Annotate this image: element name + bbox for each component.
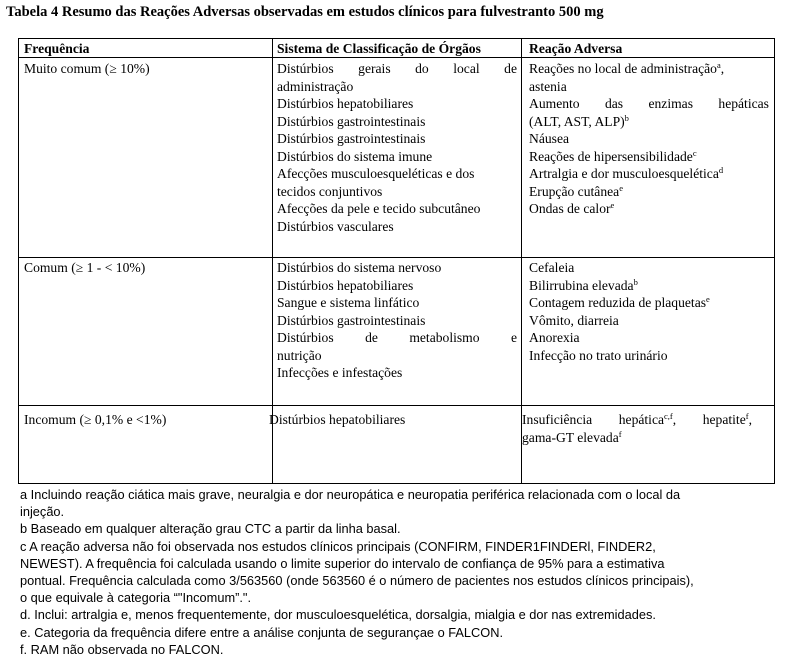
adverse-reaction-cell <box>529 60 769 218</box>
footnote-line: NEWEST). A frequência foi calculada usando o limite superior do intervalo de confiança de 95% para a estimativa <box>20 555 665 571</box>
header-adverse-reaction: Reação Adversa <box>529 41 623 56</box>
footnote-marker: b <box>633 276 638 287</box>
footnote-marker: a <box>716 60 721 70</box>
adverse-reaction-cell <box>522 411 752 446</box>
adverse-reaction-line: Anorexia <box>529 330 580 345</box>
organ-word: de <box>504 61 517 76</box>
adverse-reaction-line: Reações no local de administração$^a$, <box>529 60 725 76</box>
footnote-marker: f <box>745 411 749 421</box>
organ-system-cell <box>277 259 517 382</box>
organ-word: gerais <box>358 61 391 76</box>
reaction-word: hepatite$^f$, <box>702 411 752 427</box>
organ-word: local <box>453 61 480 76</box>
adverse-reaction-line: Náusea <box>529 131 570 146</box>
adverse-reaction-line: Ondas de calor$^e$ <box>529 200 615 216</box>
footnote-line: c A reação adversa não foi observada nos estudos clínicos principais (CONFIRM, FINDER1FINDERl, FINDER2, <box>20 538 656 554</box>
footnote-line: o que equivale à categoria “"Incomum”.". <box>20 590 252 606</box>
organ-word: de <box>365 330 378 345</box>
organ-system-line: tecidos conjuntivos <box>277 183 383 199</box>
reaction-word: Aumento <box>529 96 580 111</box>
reaction-word: hepática$^{c,f}$, <box>618 411 677 427</box>
organ-system-line: Distúrbios gastrointestinais <box>277 312 426 328</box>
adverse-reaction-cell <box>529 259 769 364</box>
adverse-reaction-line <box>522 411 752 429</box>
organ-system-line: Distúrbios hepatobiliares <box>277 277 414 293</box>
organ-system-line: Sangue e sistema linfático <box>277 295 420 310</box>
footnote-line: injeção. <box>20 504 65 520</box>
table-title: Tabela 4 Resumo das Reações Adversas observadas em estudos clínicos para fulvestranto 500 mg <box>6 4 604 20</box>
reaction-word: Insuficiência <box>522 412 593 427</box>
adverse-reaction-line: Reações de hipersensibilidade$^c$ <box>529 147 697 164</box>
row-divider <box>19 405 774 406</box>
frequency-cell: Incomum (≥ 0,1% e <1%) <box>24 412 167 427</box>
adverse-reaction-line <box>529 95 769 113</box>
footnote-line: d. Inclui: artralgia e, menos frequentemente, dor musculoesquelética, dorsalgia, mialgia e dor nas extremidades. <box>20 607 656 623</box>
organ-system-line: Distúrbios gastrointestinais <box>277 113 426 129</box>
organ-system-line: administração <box>277 78 354 94</box>
footnote-marker: c <box>692 147 697 158</box>
adverse-reaction-line: Cefaleia <box>529 260 575 275</box>
footnote-line: pontual. Frequência calculada como 3/563560 (onde 563560 é o número de pacientes nos estudos clínicos principais), <box>20 573 694 589</box>
frequency-cell: Comum (≥ 1 - < 10%) <box>24 260 146 275</box>
adverse-reaction-line: Infecção no trato urinário <box>529 347 668 363</box>
adverse-reactions-table <box>18 38 775 484</box>
footnote-line: e. Categoria da frequência difere entre a análise conjunta de segurançae o FALCON. <box>20 624 504 640</box>
organ-word: Distúrbios <box>277 330 334 345</box>
row-divider <box>19 257 774 258</box>
footnote-marker: f <box>618 428 622 439</box>
organ-system-cell <box>269 411 517 429</box>
reaction-word: hepáticas <box>718 96 769 111</box>
organ-system-cell <box>277 60 517 235</box>
footnote-line: a Incluindo reação ciática mais grave, neuralgia e dor neuropática e neuropatia periférica relacionada com o local da <box>20 487 681 502</box>
organ-system-line: Distúrbios hepatobiliares <box>269 412 406 427</box>
adverse-reaction-line: Bilirrubina elevada$^b$ <box>529 276 638 293</box>
organ-system-line: Distúrbios vasculares <box>277 218 394 234</box>
adverse-reaction-line: gama-GT elevada$^f$ <box>522 428 622 445</box>
footnote-marker: d <box>718 165 724 175</box>
reaction-word: das <box>604 96 624 111</box>
organ-system-line: Afecções da pele e tecido subcutâneo <box>277 201 481 216</box>
adverse-reaction-line: Erupção cutânea$^e$ <box>529 182 623 199</box>
reaction-word: enzimas <box>648 96 694 111</box>
organ-system-line: Infecções e infestações <box>277 365 403 380</box>
footnote-line: f. RAM não observada no FALCON. <box>20 641 224 657</box>
header-frequency: Frequência <box>24 41 90 56</box>
organ-word: do <box>415 61 429 76</box>
organ-system-line <box>277 329 517 347</box>
organ-word: Distúrbios <box>277 61 334 76</box>
organ-word: e <box>510 330 517 345</box>
footnote-marker: e <box>610 200 615 210</box>
organ-system-line <box>277 60 517 78</box>
organ-system-line: Distúrbios do sistema nervoso <box>277 260 442 275</box>
organ-system-line: Distúrbios gastrointestinais <box>277 131 426 146</box>
organ-system-line: Distúrbios do sistema imune <box>277 148 433 164</box>
organ-system-line: Afecções musculoesqueléticas e dos <box>277 166 475 181</box>
adverse-reaction-line: (ALT, AST, ALP)$^b$ <box>529 112 629 129</box>
organ-system-line: nutrição <box>277 347 322 363</box>
adverse-reaction-line: Contagem reduzida de plaquetas$^e$ <box>529 294 710 310</box>
organ-system-line: Distúrbios hepatobiliares <box>277 96 414 111</box>
organ-word: metabolismo <box>409 330 480 345</box>
footnote-marker: b <box>624 112 629 123</box>
footnote-marker: c,f <box>664 411 673 421</box>
header-organ-system: Sistema de Classificação de Órgãos <box>277 41 481 56</box>
adverse-reaction-line: astenia <box>529 78 567 94</box>
frequency-cell: Muito comum (≥ 10%) <box>24 61 150 76</box>
adverse-reaction-line: Vômito, diarreia <box>529 312 619 328</box>
footnotes <box>20 486 760 658</box>
footnote-line: b Baseado em qualquer alteração grau CTC a partir da linha basal. <box>20 521 401 537</box>
adverse-reaction-line: Artralgia e dor musculoesquelética$^d$ <box>529 165 724 181</box>
footnote-marker: e <box>706 294 710 304</box>
footnote-marker: e <box>619 182 623 193</box>
